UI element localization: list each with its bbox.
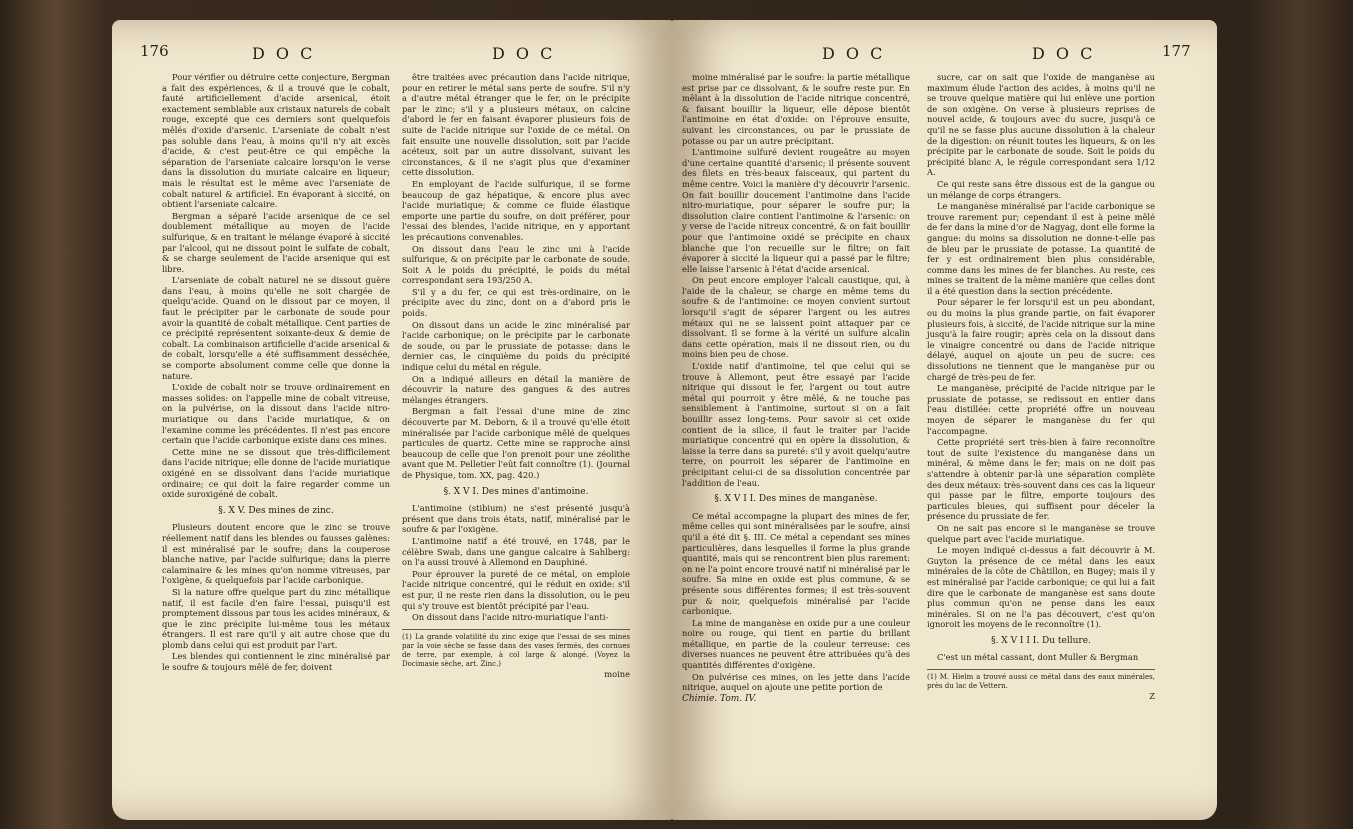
paragraph: Ce métal accompagne la plupart des mines de fer, même celles qui sont minéralisées par le soufre, ainsi qu'il a été dit §. III. Ce métal a cependant ses mines particulières, dans lesquelles il forme la plus grande quantité, mais qui se rencontrent bien plus rarement: on ne l'a point encore trouvé natif ni minéralisé par le soufre. Sa mine en oxide est plus commune, & se présente sous différentes formes; il est très-souvent pur & noir, quelquefois minéralisé par l'acide carbonique. <box>682 510 910 617</box>
text-column-1 <box>162 72 390 674</box>
paragraph: La mine de manganèse en oxide pur a une couleur noire ou rouge, qui tient en partie du brillant métallique, en partie de la couleur terreuse: ces diverses nuances ne peuvent être attribuées qu'à des quantités différentes d'oxigène. <box>682 617 910 671</box>
paragraph: On dissout dans l'acide nitro-muriatique l'anti- <box>412 612 609 623</box>
paragraph: S'il y a du fer, ce qui est très-ordinaire, on le précipite avec du zinc, dont on a d'abord pris le poids. <box>402 286 630 319</box>
signature-mark: Chimie. Tom. IV. <box>682 693 757 704</box>
paragraph: Pour vérifier ou détruire cette conjecture, Bergman a fait des expériences, & il a trouvé que le cobalt, fauté artificiellement d'acide arsenical, étoit exactement semblable aux cristaux naturels de cobalt rouge, excepté que ces derniers sont quelquefois mêlés d'oxide d'arsenic. L'arseniate de cobalt n'est pas soluble dans l'eau, à moins qu'il n'y ait excès d'acide, & c'est peut-être ce qui empêche la séparation de l'arseniate calcaire lorsqu'on le verse dans la dissolution du muriate calcaire en liqueur; mais le résultat est le même avec l'arseniate de cobalt naturel & artificiel. En évaporant à siccité, on obtient l'arseniate calcaire. <box>162 72 390 210</box>
paragraph: L'antimoine natif a été trouvé, en 1748, par le célèbre Swab, dans une gangue calcaire à Sahlberg: on l'a aussi trouvé à Allemond en Dauphiné. <box>402 535 630 568</box>
paragraph: Le moyen indiqué ci-dessus a fait découvrir à M. Guyton la présence de ce métal dans les eaux minérales de la côte de Châtillon, en Bugey; mais il y est minéralisé par l'acide carbonique; ce qui lui a fait dire que le carbonate de manganèse est sans doute plus commun qu'on ne pense dans les eaux minérales. Si on ne l'a pas découvert, c'est qu'on ignoroit les moyens de le reconnoître (1). <box>927 545 1155 630</box>
paragraph: L'antimoine sulfuré devient rougeâtre au moyen d'une certaine quantité d'arsenic; il présente souvent des filets en très-beaux faisceaux, qui partent du même centre. Voici la manière d'y découvrir l'arsenic. On fait bouillir doucement l'antimoine dans l'acide nitro-muriatique, pour séparer le soufre pur; la dissolution claire contient l'antimoine & l'arsenic: on y verse de l'acide nitreux concentré, & on fait bouillir pour que l'antimoine oxidé se précipite en chaux blanche que l'on recueille sur le filtre; on fait évaporer à siccité la liqueur qui a passé par le filtre; elle laisse l'arsenic à l'état d'acide arsenical. <box>682 147 910 274</box>
paragraph: On pulvérise ces mines, on les jette dans l'acide nitrique, auquel on ajoute une petite portion de <box>682 671 910 693</box>
paragraph: Les blendes qui contiennent le zinc minéralisé par le soufre & toujours mêlé de fer, doivent <box>162 651 390 673</box>
paragraph: Le manganèse minéralisé par l'acide carbonique se trouve rarement pur; cependant il est à peine mêlé de fer dans la mine d'or de Nagyag, dont elle forme la gangue: du moins sa dissolution ne donne-t-elle pas de bleu par le prussiate de potasse. La quantité de fer y est ordinairement bien plus considérable, comme dans les mines de fer blanches. Au reste, ces mines se traitent de la même manière que celles dont il a été question dans la section précédente. <box>927 201 1155 296</box>
footnote: (1) M. Hielm a trouvé aussi ce métal dans des eaux minérales, près du lac de Vettern. <box>927 669 1155 691</box>
page-number: 176 <box>140 42 169 60</box>
paragraph: L'arseniate de cobalt naturel ne se dissout guère dans l'eau, à moins qu'elle ne soit chargée de quelqu'acide. Quand on le dissout par ce moyen, il faut le précipiter par le carbonate de soude pour avoir la quantité de cobalt métallique. Cent parties de ce précipité représentent soixante-deux & demie de cobalt. La combinaison artificielle d'acide arsenical & de cobalt, lorsqu'elle a été suffisamment desséchée, se comporte absolument comme celle que donne la nature. <box>162 275 390 381</box>
section-heading: §. X V I I I. Du tellure. <box>991 635 1091 646</box>
text-column-1 <box>682 72 910 704</box>
paragraph: Pour éprouver la pureté de ce métal, on emploie l'acide nitrique concentré, qui le réduit en oxide: s'il est pur, il ne reste rien dans la dissolution, ou le peu qui s'y trouve est bientôt précipité par l'eau. <box>402 568 630 611</box>
text-column-2 <box>927 72 1155 702</box>
catchword: Z <box>1149 691 1155 702</box>
section-heading: §. X V I. Des mines d'antimoine. <box>443 486 589 497</box>
paragraph: Si la nature offre quelque part du zinc métallique natif, il est facile d'en faire l'essai, puisqu'il est promptement dissous par tous les acides minéraux, & que le zinc précipite lui-même tous les métaux étrangers. Il est rare qu'il y ait autre chose que du plomb dans celui qui est produit par l'art. <box>162 586 390 650</box>
section-heading: §. X V I I. Des mines de manganèse. <box>714 494 878 505</box>
running-head-left: D O C <box>252 44 316 63</box>
paragraph: L'oxide natif d'antimoine, tel que celui qui se trouve à Allemont, peut être essayé par l'acide nitrique qui dissout le fer, l'argent ou tout autre métal qui pourroit y être mêlé, & ne touche pas sensiblement à l'antimoine, surtout si on a fait bouillir assez long-tems. Pour savoir si cet oxide contient de la silice, il faut le traiter par l'acide muriatique concentré qui en opère la dissolution, & laisse la terre dans sa pureté: s'il y avoit quelqu'autre terre, on pourroit les séparer de l'antimoine en précipitant celui-ci de sa dissolution concentrée par l'addition de l'eau. <box>682 361 910 488</box>
paragraph: sucre, car on sait que l'oxide de manganèse au maximum élude l'action des acides, à moins qu'il ne se trouve quelque matière qui lui enlève une portion de son oxigène. On verse à plusieurs reprises de nouvel acide, & toujours avec du sucre, jusqu'à ce qu'il ne se fasse plus aucune dissolution à la chaleur de la digestion: on réunit toutes les liqueurs, & on les précipite par le carbonate de soude. Soit le poids du précipité blanc A, le régule correspondant sera 1/12 A. <box>927 72 1155 178</box>
paragraph: On ne sait pas encore si le manganèse se trouve quelque part avec l'acide muriatique. <box>927 522 1155 544</box>
footnote: (1) La grande volatilité du zinc exige que l'essai de ses mines par la voie sèche se fasse dans des vases fermés, des cornues de terre, par exemple, à col large & alongé. (Voyez la Docimasie sèche, art. Zinc.) <box>402 629 630 669</box>
paragraph: En employant de l'acide sulfurique, il se forme beaucoup de gaz hépatique, & encore plus avec l'acide muriatique; & comme ce fluide élastique emporte une partie du soufre, on doit préférer, pour l'essai des blendes, l'acide nitrique, en y apportant les précautions convenables. <box>402 178 630 242</box>
paragraph: Pour séparer le fer lorsqu'il est un peu abondant, ou du moins la plus grande partie, on fait évaporer plusieurs fois, à siccité, de l'acide nitrique sur la mine jusqu'à la faire rougir; après cela on la dissout dans le vinaigre concentré ou dans de l'acide nitrique délayé, auquel on ajoute un peu de sucre: ces dissolutions ne tiennent que le manganèse pur ou chargé de très-peu de fer. <box>927 297 1155 382</box>
running-head-right: D O C <box>1032 44 1096 63</box>
running-head-left: D O C <box>822 44 886 63</box>
paragraph: Bergman a fait l'essai d'une mine de zinc découverte par M. Deborn, & il a trouvé qu'elle étoit minéralisée par l'acide carbonique mêlé de quelques particules de quartz. Cette mine se rapproche ainsi beaucoup de celle que l'on prenoit pour une zéolithe avant que M. Pelletier l'eût fait connoître (1). (Journal de Physique, tom. XX, pag. 420.) <box>402 406 630 480</box>
paragraph: Plusieurs doutent encore que le zinc se trouve réellement natif dans les blendes ou fausses galènes: il est minéralisé par le soufre; dans la couperose blanche native, par l'acide sulfurique; dans la pierre calaminaire & les mines qu'on nomme vitreuses, par l'oxigène, & quelquefois par l'acide carbonique. <box>162 522 390 586</box>
section-heading: §. X V. Des mines de zinc. <box>218 505 334 516</box>
paragraph: Bergman a séparé l'acide arsenique de ce sel doublement métallique au moyen de l'acide sulfurique, & en traitant le mélange évaporé à siccité par l'alcool, qui ne dissout point le sulfate de cobalt, & se charge seulement de l'acide arsenique qui est libre. <box>162 210 390 274</box>
paragraph: On dissout dans l'eau le zinc uni à l'acide sulfurique, & on précipite par le carbonate de soude. Soit A le poids du précipité, le poids du métal correspondant sera 193/250 A. <box>402 243 630 286</box>
paragraph: L'oxide de cobalt noir se trouve ordinairement en masses solides: on l'appelle mine de cobalt vitreuse, on la pulvérise, on la dissout dans l'acide nitro-muriatique ou dans l'acide muriatique, & on l'examine comme les précédentes. Il n'est pas encore certain que l'acide carbonique existe dans ces mines. <box>162 382 390 446</box>
paragraph: Cette propriété sert très-bien à faire reconnoître tout de suite l'existence du manganèse dans un minéral, & même dans le fer; mais on ne doit pas s'attendre à obtenir par-là une séparation complète des deux métaux: très-souvent dans ces cas la liqueur qui passe par le filtre, emporte toujours des particules bleues, qui suffisent pour déceler la présence du prussiate de fer. <box>927 437 1155 522</box>
paragraph: moine minéralisé par le soufre: la partie métallique est prise par ce dissolvant, & le soufre reste pur. En mêlant à la dissolution de l'acide nitrique concentré, & faisant bouillir la liqueur, elle dépose bientôt l'antimoine en état d'oxide: on l'éprouve ensuite, suivant les circonstances, ou par le prussiate de potasse ou par un autre précipitant. <box>682 72 910 146</box>
left-page <box>112 20 672 820</box>
paragraph: être traitées avec précaution dans l'acide nitrique, pour en retirer le métal sans perte de soufre. S'il n'y a d'autre métal étranger que le fer, on le précipite par le zinc; s'il y a plusieurs métaux, on calcine d'abord le fer en faisant évaporer plusieurs fois de suite de l'acide nitrique sur l'oxide de ce métal. On fait ensuite une nouvelle dissolution, soit par l'acide acéteux, soit par un autre dissolvant, suivant les circonstances, & il ne s'agit plus que d'examiner cette dissolution. <box>402 72 630 178</box>
paragraph: Le manganèse, précipité de l'acide nitrique par le prussiate de potasse, se redissout en entier dans l'eau distillée: cette propriété offre un nouveau moyen de séparer le manganèse du fer qui l'accompagne. <box>927 383 1155 436</box>
paragraph: Ce qui reste sans être dissous est de la gangue ou un mélange de corps étrangers. <box>927 178 1155 200</box>
paragraph: On peut encore employer l'alcali caustique, qui, à l'aide de la chaleur, se charge en même tems du soufre & de l'antimoine: ce moyen convient surtout lorsqu'il s'agit de séparer l'argent ou les autres métaux qui ne se laissent point attaquer par ce dissolvant. Il se forme à la vérité un sulfure alcalin dans cette opération, mais il ne dissout rien, ou du moins bien peu de chose. <box>682 275 910 360</box>
catchword: moine <box>604 668 630 679</box>
page-number: 177 <box>1162 42 1191 60</box>
paragraph: On dissout dans un acide le zinc minéralisé par l'acide carbonique; on le précipite par le carbonate de soude, ou par le prussiate de potasse: dans le dernier cas, le cinquième du poids du précipité indique celui du métal en régule. <box>402 319 630 373</box>
paragraph: L'antimoine (stibium) ne s'est présenté jusqu'à présent que dans trois états, natif, minéralisé par le soufre & par l'oxigène. <box>402 503 630 535</box>
running-head-right: D O C <box>492 44 556 63</box>
paragraph: Cette mine ne se dissout que très-difficilement dans l'acide nitrique; elle donne de l'acide muriatique oxigéné en se dissolvant dans l'acide muriatique ordinaire; ce qui doit la faire regarder comme un oxide suroxigéné de cobalt. <box>162 446 390 500</box>
paragraph: On a indiqué ailleurs en détail la manière de découvrir la nature des gangues & des autres mélanges étrangers. <box>402 373 630 405</box>
paragraph: C'est un métal cassant, dont Muller & Bergman <box>937 652 1139 663</box>
right-page <box>672 20 1217 820</box>
text-column-2 <box>402 72 630 679</box>
